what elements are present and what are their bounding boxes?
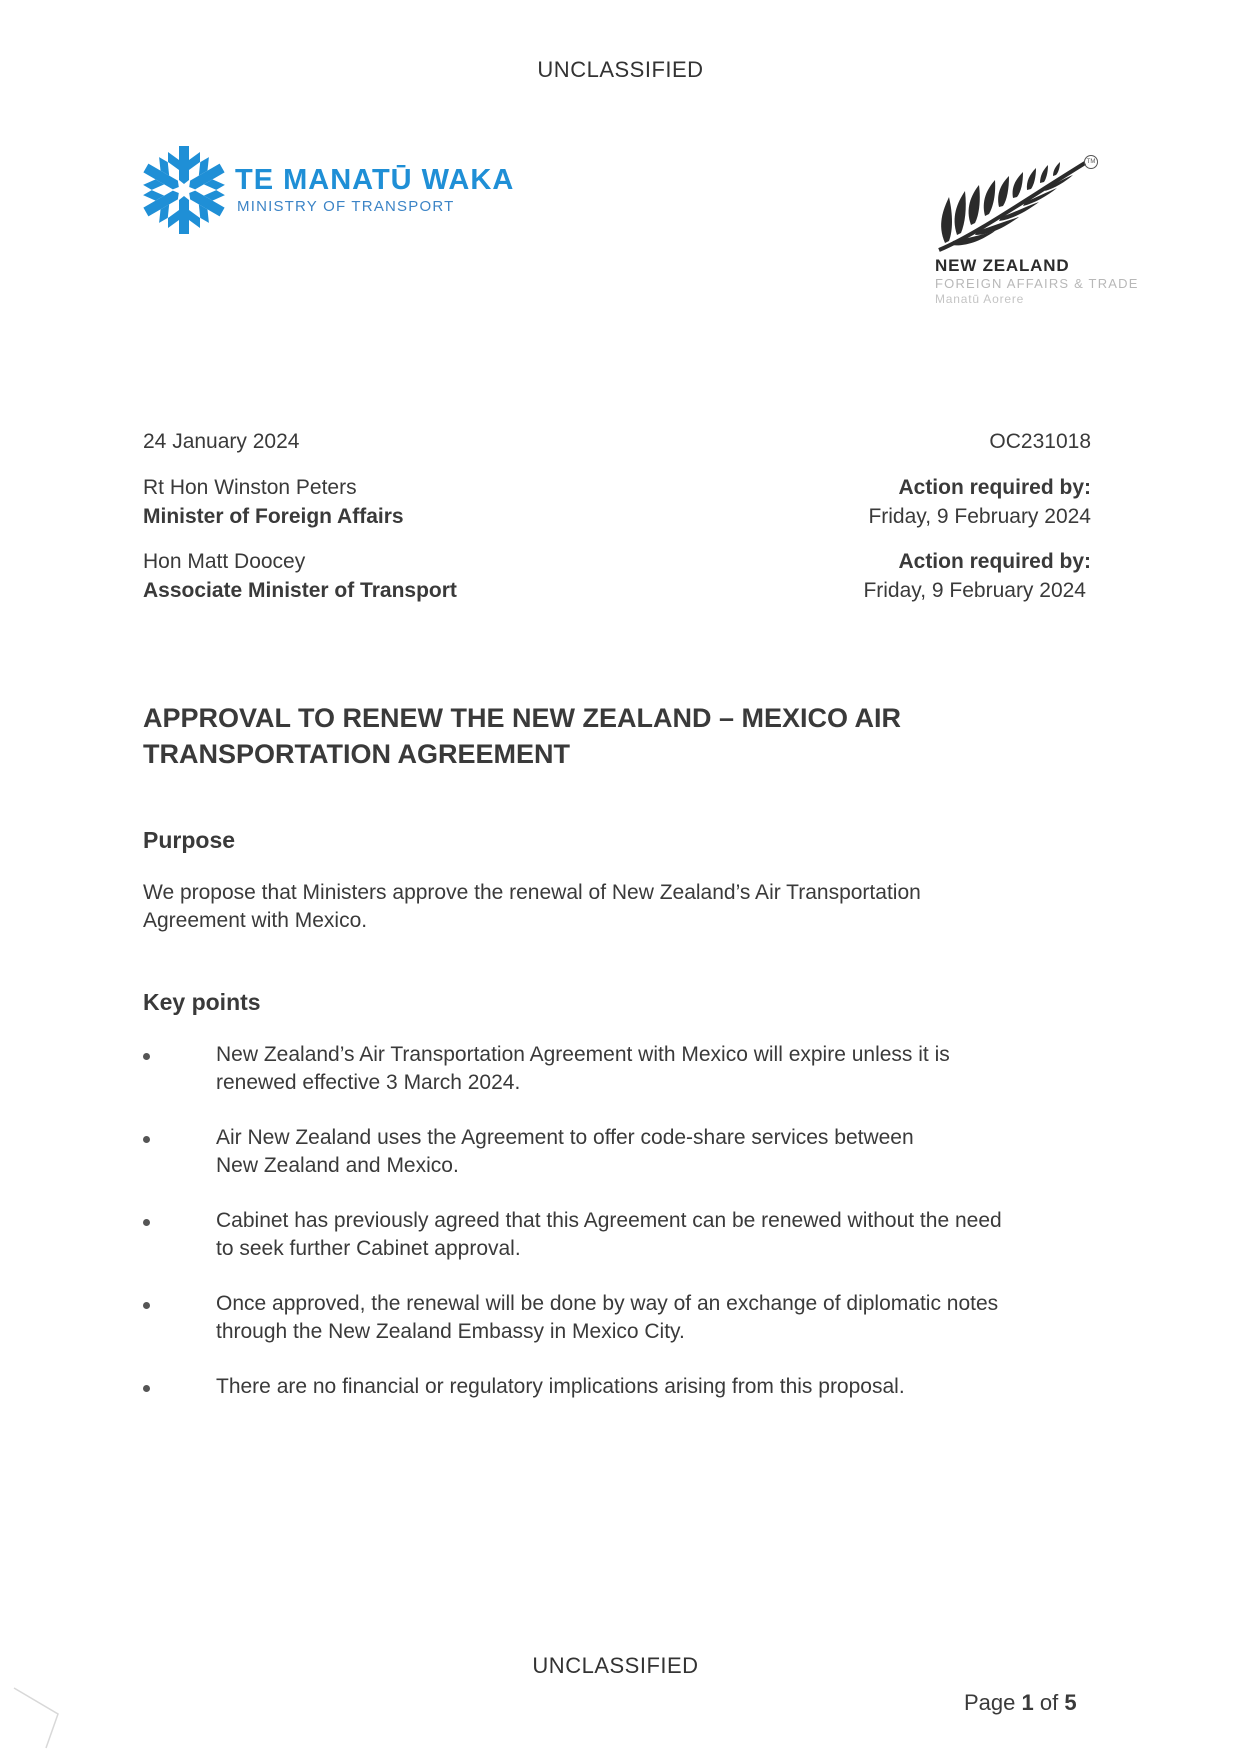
list-item-line: renewed effective 3 March 2024.	[216, 1071, 521, 1094]
page-total: 5	[1064, 1690, 1077, 1715]
bullet-icon	[143, 1136, 150, 1143]
recipient-1-name: Rt Hon Winston Peters	[143, 476, 357, 499]
mot-logo	[143, 144, 515, 236]
scan-artifact-mark	[12, 1680, 72, 1750]
page-of: of	[1039, 1690, 1059, 1715]
page-label: Page	[964, 1690, 1016, 1715]
page-number	[964, 1690, 1077, 1716]
trademark-mark: TM	[1084, 155, 1098, 169]
document-date: 24 January 2024	[143, 430, 300, 453]
list-item-line: There are no financial or regulatory implications arising from this proposal.	[216, 1375, 905, 1398]
purpose-line-2: Agreement with Mexico.	[143, 909, 368, 932]
list-item-line: Air New Zealand uses the Agreement to offer code-share services between	[216, 1126, 914, 1149]
mot-logo-subtitle: MINISTRY OF TRANSPORT	[237, 198, 455, 215]
list-item-line: New Zealand and Mexico.	[216, 1154, 459, 1177]
bullet-icon	[143, 1219, 150, 1226]
document-title-line-1: APPROVAL TO RENEW THE NEW ZEALAND – MEXICO AIR	[143, 703, 902, 733]
recipient-1-action-date: Friday, 9 February 2024	[868, 505, 1091, 528]
mfat-logo-name: NEW ZEALAND	[935, 256, 1070, 275]
list-item-line: Once approved, the renewal will be done by way of an exchange of diplomatic notes	[216, 1292, 999, 1315]
snowflake-star-icon	[143, 144, 225, 236]
list-item	[143, 1207, 1083, 1263]
document-title	[143, 700, 1043, 772]
mfat-logo-subtitle: FOREIGN AFFAIRS & TRADE	[935, 276, 1139, 291]
list-item	[143, 1124, 1083, 1180]
list-item-line: Cabinet has previously agreed that this Agreement can be renewed without the need	[216, 1209, 1002, 1232]
key-points-list	[143, 1041, 1083, 1428]
mfat-logo	[935, 155, 1165, 315]
recipient-1-action-label: Action required by:	[898, 476, 1091, 499]
mot-logo-title: TE MANATŪ WAKA	[235, 164, 515, 196]
list-item	[143, 1373, 1083, 1401]
bullet-icon	[143, 1385, 150, 1392]
bullet-icon	[143, 1302, 150, 1309]
purpose-heading: Purpose	[143, 827, 236, 853]
recipient-2-action-label: Action required by:	[898, 550, 1091, 573]
key-points-heading: Key points	[143, 989, 261, 1015]
purpose-paragraph	[143, 879, 1043, 935]
list-item-line: New Zealand’s Air Transportation Agreement with Mexico will expire unless it is	[216, 1043, 950, 1066]
mfat-logo-maori: Manatū Aorere	[935, 292, 1025, 306]
recipient-1-role: Minister of Foreign Affairs	[143, 505, 404, 528]
list-item-line: through the New Zealand Embassy in Mexico City.	[216, 1320, 685, 1343]
list-item-line: to seek further Cabinet approval.	[216, 1237, 521, 1260]
classification-bottom: UNCLASSIFIED	[532, 1653, 699, 1678]
recipient-2-action-date: Friday, 9 February 2024	[863, 579, 1086, 602]
bullet-icon	[143, 1053, 150, 1060]
recipient-2-name: Hon Matt Doocey	[143, 550, 306, 573]
recipient-2-role: Associate Minister of Transport	[143, 579, 457, 602]
purpose-line-1: We propose that Ministers approve the renewal of New Zealand’s Air Transportation	[143, 881, 921, 904]
classification-top: UNCLASSIFIED	[537, 57, 704, 82]
reference-number: OC231018	[989, 430, 1091, 453]
list-item	[143, 1041, 1083, 1097]
document-title-line-2: TRANSPORTATION AGREEMENT	[143, 739, 570, 769]
list-item	[143, 1290, 1083, 1346]
silver-fern-icon	[935, 155, 1095, 255]
page-current: 1	[1021, 1690, 1034, 1715]
